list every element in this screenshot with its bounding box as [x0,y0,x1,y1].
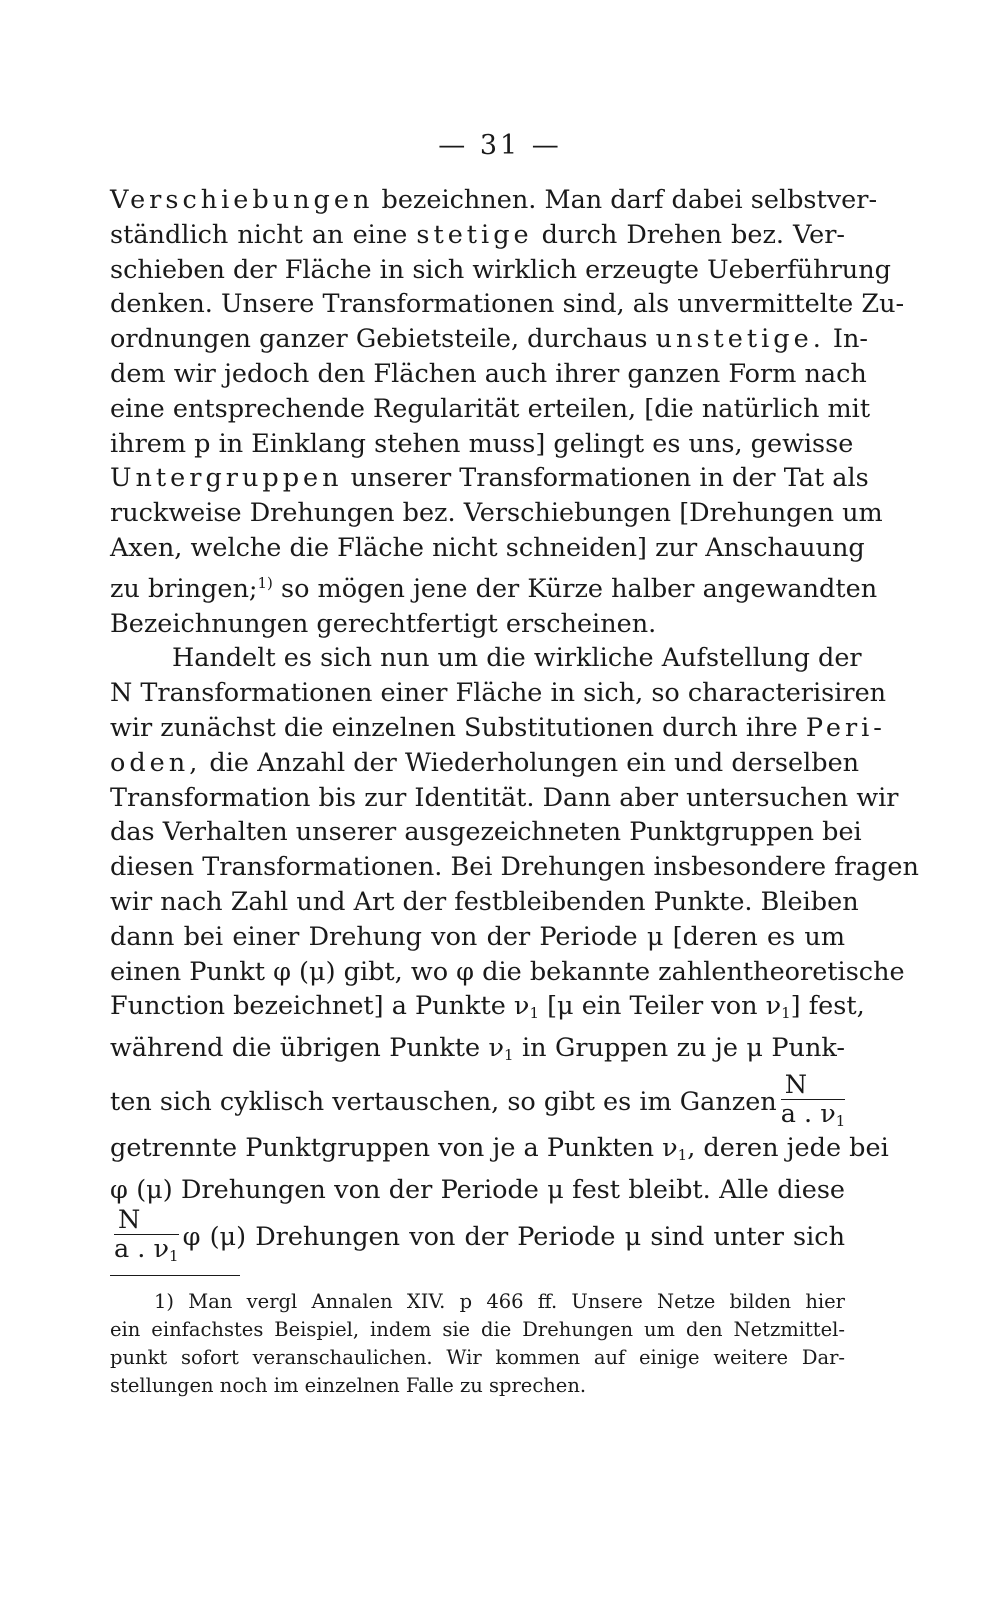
fraction-numerator: N [781,1073,846,1100]
footnote-line: punkt sofort veranschaulichen. Wir kommen auf einige weitere Dar- [110,1346,845,1369]
page-number: — 31 — [438,130,562,161]
footnote [110,1288,845,1400]
text-line: Axen, welche die Fläche nicht schneiden] zur Anschauung [110,532,865,563]
footnote-line: ein einfachstes Beispiel, indem sie die Drehungen um den Netzmittel- [110,1318,845,1341]
text-line: φ (μ) Drehungen von der Periode μ fest bleibt. Alle diese [110,1174,845,1205]
text-line: dem wir jedoch den Flächen auch ihrer ganzen Form nach [110,358,867,389]
text-line: N Transformationen einer Fläche in sich, so characterisiren [110,678,887,709]
text-line: diesen Transformationen. Bei Drehungen insbesondere fragen [110,852,919,883]
text-line: Untergruppen unserer Transformationen in der Tat als [110,463,869,494]
text-line: Function bezeichnet] a Punkte $\nu_1$ [μ ein Teiler von $\nu_1$] fest, [110,991,865,1023]
text-line: ordnungen ganzer Gebietsteile, durchaus unstetige. In- [110,324,869,355]
main-text [110,183,919,1266]
fraction-numerator: N [114,1208,179,1235]
text-line: ruckweise Drehungen bez. Verschiebungen [Drehungen um [110,498,883,529]
text-line: Verschiebungen bezeichnen. Man darf dabei selbstver- [110,185,878,215]
text-line: Transformation bis zur Identität. Dann aber untersuchen wir [110,782,899,813]
fraction [114,1204,179,1268]
footnote-line: 1) Man vergl Annalen XIV. p 466 ff. Unsere Netze bilden hier [154,1290,845,1313]
text-line: eine entsprechende Regularität erteilen, [die natürlich mit [110,393,871,424]
footnote-marker: 1) [257,573,273,592]
fraction-denominator: a . $\nu_1$ [114,1233,179,1265]
text-line: einen Punkt φ (μ) gibt, wo φ die bekannte zahlentheoretische [110,956,905,987]
text-line: oden, die Anzahl der Wiederholungen ein und derselben [110,747,860,778]
text-line: $\frac{N}{a . \nu_1}$ φ (μ) Drehungen von der Periode μ sind unter sich [110,1208,845,1266]
text-line: ständlich nicht an eine stetige durch Drehen bez. Ver- [110,219,846,250]
text-line: ten sich cyklisch vertauschen, so gibt es im Ganzen $\frac{N}{a . \nu_1}$ [110,1073,845,1131]
fraction [780,1069,846,1133]
text-line: wir zunächst die einzelnen Substitutionen durch ihre Peri- [110,712,886,743]
text-line: dann bei einer Drehung von der Periode μ [deren es um [110,921,845,952]
text-line: denken. Unsere Transformationen sind, als unvermittelte Zu- [110,289,905,320]
text-line: zu bringen;$^{1)}$ so mögen jene der Kürze halber angewandten [110,573,878,604]
footnote-divider [110,1275,240,1276]
fraction-denominator: a . $\nu_1$ [780,1098,846,1130]
text-line: Bezeichnungen gerechtfertigt erscheinen. [110,608,657,639]
text-line: schieben der Fläche in sich wirklich erzeugte Ueberführung [110,254,891,285]
text-line: wir nach Zahl und Art der festbleibenden Punkte. Bleiben [110,886,859,917]
text-line: während die übrigen Punkte $\nu_1$ in Gruppen zu je μ Punk- [110,1033,845,1065]
text-line: Handelt es sich nun um die wirkliche Aufstellung der [172,643,862,674]
footnote-line: stellungen noch im einzelnen Falle zu sprechen. [110,1374,587,1397]
text-line: getrennte Punktgruppen von je a Punkten $\nu_1$, deren jede bei [110,1132,889,1164]
text-line: ihrem p in Einklang stehen muss] gelingt es uns, gewisse [110,428,854,459]
text-line: das Verhalten unserer ausgezeichneten Punktgruppen bei [110,817,862,848]
